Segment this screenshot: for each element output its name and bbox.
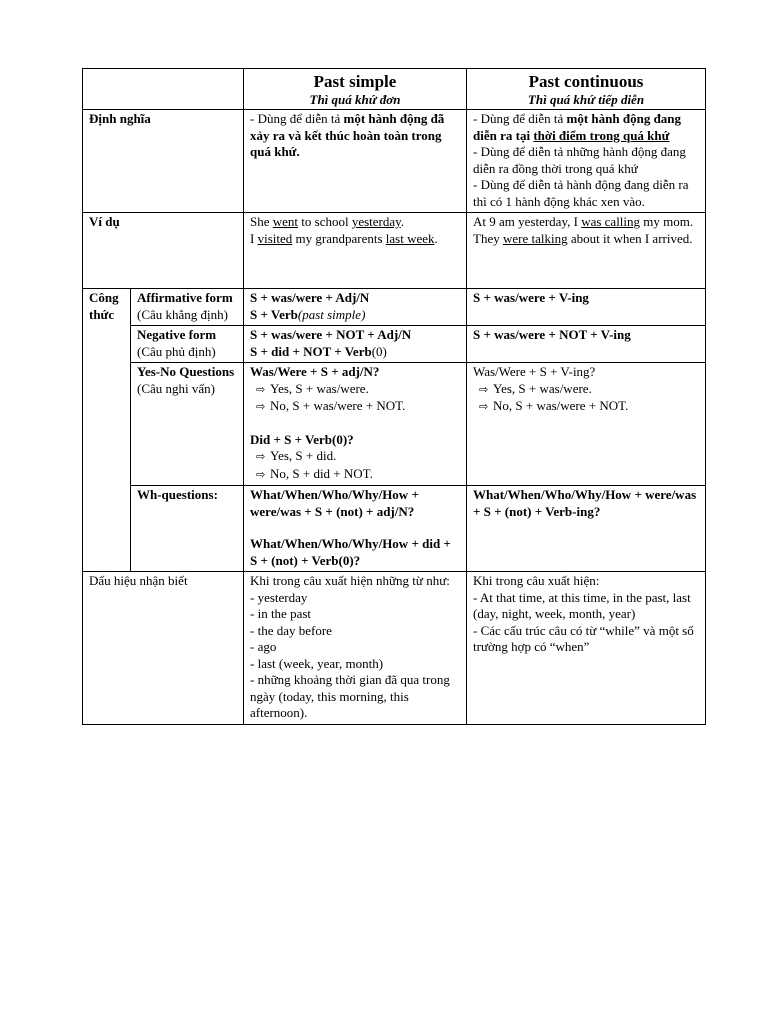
ex-s2-c: . xyxy=(434,230,438,246)
affirmative-label-rest: (Câu khẳng định) xyxy=(137,306,228,322)
yesno-continuous-yes-text: Yes, S + was/were. xyxy=(493,380,592,396)
negative-row xyxy=(83,326,706,363)
yesno-simple-q1: Was/Were + S + adj/N? xyxy=(250,364,380,379)
yesno-simple-q1-no xyxy=(250,398,460,416)
yesno-label xyxy=(131,363,244,486)
past-simple-subtitle: Thì quá khứ đơn xyxy=(309,92,401,107)
negative-label-bold: Negative form xyxy=(137,327,217,342)
yesno-simple-q2-yes-text: Yes, S + did. xyxy=(270,448,337,463)
ex-s1-yesterday: yesterday xyxy=(351,214,401,229)
past-continuous-subtitle: Thì quá khứ tiếp diễn xyxy=(527,92,645,107)
arrow-icon: ⇨ xyxy=(256,467,266,481)
signals-continuous xyxy=(467,572,706,725)
definition-simple-prefix: - Dùng để diễn tả xyxy=(250,111,344,126)
signals-simple-item: - ago xyxy=(250,639,277,654)
affirmative-simple-l1: S + was/were + Adj/N xyxy=(250,290,370,305)
yesno-simple-q2-no-text: No, S + did + NOT. xyxy=(270,465,373,481)
negative-simple-l2-rest: (0) xyxy=(371,343,387,359)
ex-c2-b: about it when I arrived. xyxy=(567,230,693,246)
definition-simple xyxy=(244,110,467,213)
signals-continuous-l1: - At that time, at this time, in the past, last (day, night, week, month, year) xyxy=(473,589,691,621)
wh-simple-2: What/When/Who/Why/How + did + S + (not) + Verb(0)? xyxy=(250,536,451,568)
affirmative-row xyxy=(83,289,706,326)
tense-comparison-table xyxy=(82,68,706,725)
signals-continuous-intro: Khi trong câu xuất hiện: xyxy=(473,573,600,588)
negative-simple-l2-bold: S + did + NOT + Verb xyxy=(250,343,372,359)
definition-row xyxy=(83,110,706,213)
yesno-label-bold: Yes-No Questions xyxy=(137,364,235,379)
negative-simple xyxy=(244,326,467,363)
wh-simple xyxy=(244,486,467,572)
signals-simple-item: - last (week, year, month) xyxy=(250,655,384,671)
example-continuous xyxy=(467,213,706,289)
definition-label: Định nghĩa xyxy=(83,110,244,213)
definition-continuous xyxy=(467,110,706,213)
wh-row xyxy=(83,486,706,572)
spacer xyxy=(250,416,460,432)
arrow-icon: ⇨ xyxy=(479,400,489,413)
yesno-continuous-no xyxy=(473,398,699,416)
negative-simple-l2 xyxy=(250,344,460,361)
ex-s1-a: She xyxy=(250,214,273,229)
yesno-continuous xyxy=(467,363,706,486)
affirmative-simple-l2-bold: S + Verb xyxy=(250,306,298,322)
yesno-continuous-no-text: No, S + was/were + NOT. xyxy=(493,398,629,413)
ex-s2-lastweek: last week xyxy=(385,230,435,246)
arrow-icon: ⇨ xyxy=(256,400,266,413)
def-cont-bold: một hành động đang diễn ra tại xyxy=(473,111,682,143)
example-row xyxy=(83,213,706,289)
yesno-simple-q1-no-text: No, S + was/were + NOT. xyxy=(270,398,406,413)
spacer xyxy=(250,520,460,536)
signals-simple xyxy=(244,572,467,725)
definition-simple-bold: một hành động đã xảy ra và kết thúc hoàn toàn trong quá khứ. xyxy=(250,111,445,159)
ex-c1-b: my mom. xyxy=(640,214,694,229)
example-simple xyxy=(244,213,467,289)
negative-label-rest: (Câu phủ định) xyxy=(137,343,216,359)
example-continuous-sentence2 xyxy=(473,231,699,248)
wh-continuous: What/When/Who/Why/How + were/was + S + (not) + Verb-ing? xyxy=(467,486,706,572)
def-cont-prefix: - Dùng để diễn tả xyxy=(473,111,567,126)
definition-continuous-line3: - Dùng để diễn tả hành động đang diễn ra thì có 1 hành động khác xen vào. xyxy=(473,177,689,209)
header-past-continuous xyxy=(467,69,706,110)
ex-c2-a: They xyxy=(473,230,503,246)
ex-s2-a: I xyxy=(250,230,258,246)
past-continuous-title: Past continuous xyxy=(528,72,644,91)
example-continuous-sentence1 xyxy=(473,214,699,231)
ex-s1-b: to school xyxy=(298,214,352,229)
negative-continuous: S + was/were + NOT + V-ing xyxy=(467,326,706,363)
wh-label: Wh-questions: xyxy=(131,486,244,572)
example-simple-sentence2 xyxy=(250,231,460,248)
definition-continuous-line2: - Dùng để diễn tả những hành động đang diễn ra đồng thời trong quá khứ xyxy=(473,144,686,176)
yesno-simple-q1-yes-text: Yes, S + was/were. xyxy=(270,380,369,396)
signals-simple-item: - the day before xyxy=(250,622,332,638)
example-simple-sentence1 xyxy=(250,214,460,231)
signals-simple-intro: Khi trong câu xuất hiện những từ như: xyxy=(250,573,450,588)
arrow-icon: ⇨ xyxy=(256,382,266,396)
signals-simple-item: - yesterday xyxy=(250,589,308,605)
signals-simple-item: - những khoảng thời gian đã qua trong ngày (today, this morning, this afternoon). xyxy=(250,672,450,720)
ex-s2-b: my grandparents xyxy=(292,230,386,246)
affirmative-simple xyxy=(244,289,467,326)
formula-label: Công thức xyxy=(83,289,131,572)
affirmative-simple-l2 xyxy=(250,307,460,324)
yesno-row xyxy=(83,363,706,486)
yesno-simple-q2-no xyxy=(250,466,460,484)
affirmative-label xyxy=(131,289,244,326)
yesno-simple-q2: Did + S + Verb(0)? xyxy=(250,431,354,447)
header-empty-cell xyxy=(83,69,244,110)
yesno-simple xyxy=(244,363,467,486)
negative-simple-l1: S + was/were + NOT + Adj/N xyxy=(250,327,412,342)
ex-s1-went: went xyxy=(272,214,299,229)
signals-label: Dấu hiệu nhận biết xyxy=(83,572,244,725)
example-label: Ví dụ xyxy=(83,213,244,289)
yesno-label-rest: (Câu nghi vấn) xyxy=(137,380,215,396)
signals-simple-item: - in the past xyxy=(250,606,312,621)
yesno-continuous-yes xyxy=(473,381,699,399)
arrow-icon: ⇨ xyxy=(479,382,489,396)
wh-simple-1: What/When/Who/Why/How + were/was + S + (not) + adj/N? xyxy=(250,487,419,519)
affirmative-label-bold: Affirmative form xyxy=(137,290,233,305)
past-simple-title: Past simple xyxy=(313,72,397,91)
yesno-simple-q2-yes xyxy=(250,448,460,466)
arrow-icon: ⇨ xyxy=(256,450,266,463)
affirmative-continuous: S + was/were + V-ing xyxy=(467,289,706,326)
ex-c1-wascalling: was calling xyxy=(581,214,641,229)
ex-s2-visited: visited xyxy=(257,230,293,246)
header-row xyxy=(83,69,706,110)
yesno-simple-q1-yes xyxy=(250,381,460,399)
negative-label xyxy=(131,326,244,363)
ex-c2-weretalking: were talking xyxy=(502,230,568,246)
header-past-simple xyxy=(244,69,467,110)
ex-c1-a: At 9 am yesterday, I xyxy=(473,214,582,229)
signals-row xyxy=(83,572,706,725)
definition-continuous-line1 xyxy=(473,111,699,144)
signals-continuous-l2: - Các cấu trúc câu có từ “while” và một số trường hợp có “when” xyxy=(473,622,694,654)
affirmative-simple-l2-italic: (past simple) xyxy=(297,306,366,322)
ex-s1-c: . xyxy=(400,214,405,229)
yesno-continuous-q: Was/Were + S + V-ing? xyxy=(473,364,596,379)
def-cont-bold-underline: thời điểm trong quá khứ xyxy=(533,127,670,143)
